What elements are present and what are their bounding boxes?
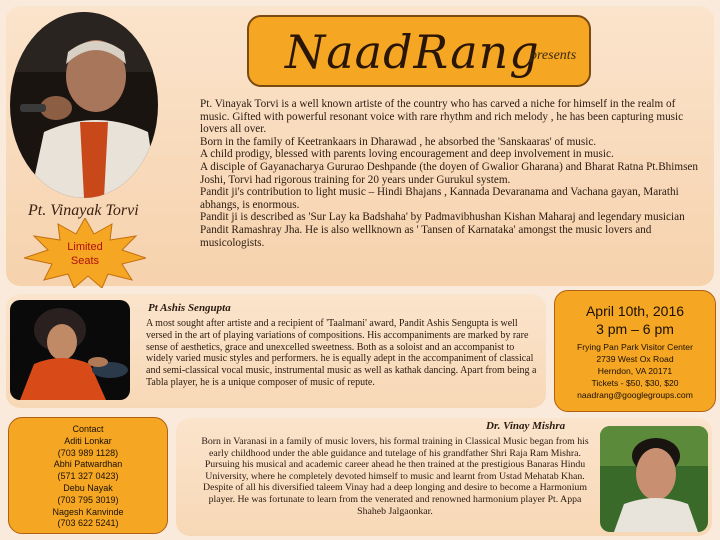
bio-paragraph: Pandit ji is described as 'Sur Lay ka Badshaha' by Padmavibhushan Kishan Maharaj and legendary musician Pandit Ramashray Jha. He is also wellknown as ' Tansen of Karnataka' amongst the music lovers and musicologists. <box>200 211 685 249</box>
ticket-prices: Tickets - $50, $30, $20 <box>591 378 679 388</box>
harmonium-artist-name: Dr. Vinay Mishra <box>486 420 566 432</box>
bio-paragraph: A child prodigy, blessed with parents loving encouragement and deep involvement in music. <box>200 148 614 161</box>
event-address-line1: 2739 West Ox Road <box>596 354 674 364</box>
contact-name: Debu Nayak <box>63 482 113 493</box>
contact-name: Abhi Patwardhan <box>53 459 123 470</box>
badge-line1: Limited <box>67 241 103 253</box>
bio-paragraph: A disciple of Gayanacharya Gururao Deshpande (the doyen of Gwalior Gharana) and Bharat Ratna Pt.Bhimsen Joshi, Torvi had rigorous training for 20 years under Gurukul system. <box>200 160 698 186</box>
harmonium-artist-bio: Born in Varanasi in a family of music lovers, his formal training in Classical Music began from his early childhood under the able guidance and tutelage of his grandfather Shri Raja Ram Mishra. Pursuing his musical and academic career ahead he then trained at the prestigious Banaras Hindu University, where he completely devoted himself to music and learnt from Ustad Mehatab Khan. Despite of all his diversified taleem Vinay had a deep longing and desire to become a Harmonium player. He was fortunate to learn from the venerated and renowned harmonium player Pt. Appa Shaheb Jalgaonkar. <box>201 436 589 517</box>
portrait-vinayak-torvi <box>10 12 158 198</box>
event-time: 3 pm – 6 pm <box>596 321 674 337</box>
limited-seats-badge <box>24 218 146 288</box>
contact-phone[interactable]: (703 795 3019) <box>57 494 119 505</box>
tabla-artist-name: Pt Ashis Sengupta <box>148 302 231 314</box>
event-date: April 10th, 2016 <box>585 303 685 319</box>
event-address-line2: Herndon, VA 20171 <box>597 366 673 376</box>
portrait-vinay-mishra <box>600 426 708 532</box>
contact-name: Nagesh Kanvinde <box>52 506 124 517</box>
contact-phone[interactable]: (571 327 0423) <box>57 471 119 482</box>
presents-label: presents <box>530 48 577 63</box>
contact-name: Aditi Lonkar <box>64 435 112 446</box>
bio-paragraph: Born in the family of Keetrankaars in Dharawad , he absorbed the 'Sanskaaras' of music. <box>200 135 597 148</box>
bio-paragraph: Pt. Vinayak Torvi is a well known artiste of the country who has carved a niche for himself in the realm of music. Gifted with powerful resonant voice with rare rhythm and rich melody , he has been capturing music lovers all over. <box>200 98 684 136</box>
contact-email[interactable]: naadrang@googlegroups.com <box>577 390 693 400</box>
contact-heading: Contact <box>72 424 104 434</box>
contact-phone[interactable]: (703 989 1128) <box>57 447 119 458</box>
badge-line2: Seats <box>70 255 100 267</box>
main-artist-name: Pt. Vinayak Torvi <box>28 202 139 219</box>
event-venue: Frying Pan Park Visitor Center <box>577 342 693 352</box>
portrait-ashis-sengupta <box>10 300 130 400</box>
event-details-box <box>554 290 716 412</box>
contact-phone[interactable]: (703 622 5241) <box>57 518 119 529</box>
event-title: NaadRang <box>285 25 540 79</box>
tabla-artist-bio: A most sought after artiste and a recipient of 'Taalmani' award, Pandit Ashis Sengupta is well versed in the art of playing variations of compositions. His accompaniments are marked by rare sense of aesthetics, grace and unexcelled sweetness. Both as a soloist and an accompanist to widely varied music styles and performers. he is equally adept in the accompaniment of classical and semi-classical vocal music, instrumental music as well as kathak dancing. Apart from being a Tabla player, he is a unique composer of music of repute. <box>146 318 537 388</box>
contact-box <box>8 417 168 534</box>
main-artist-bio <box>200 98 700 249</box>
bio-paragraph: Pandit ji's contribution to light music – Hindi Bhajans , Kannada Devaranama and Vachana gayan, Marathi abhangs, is enormous. <box>200 186 679 211</box>
